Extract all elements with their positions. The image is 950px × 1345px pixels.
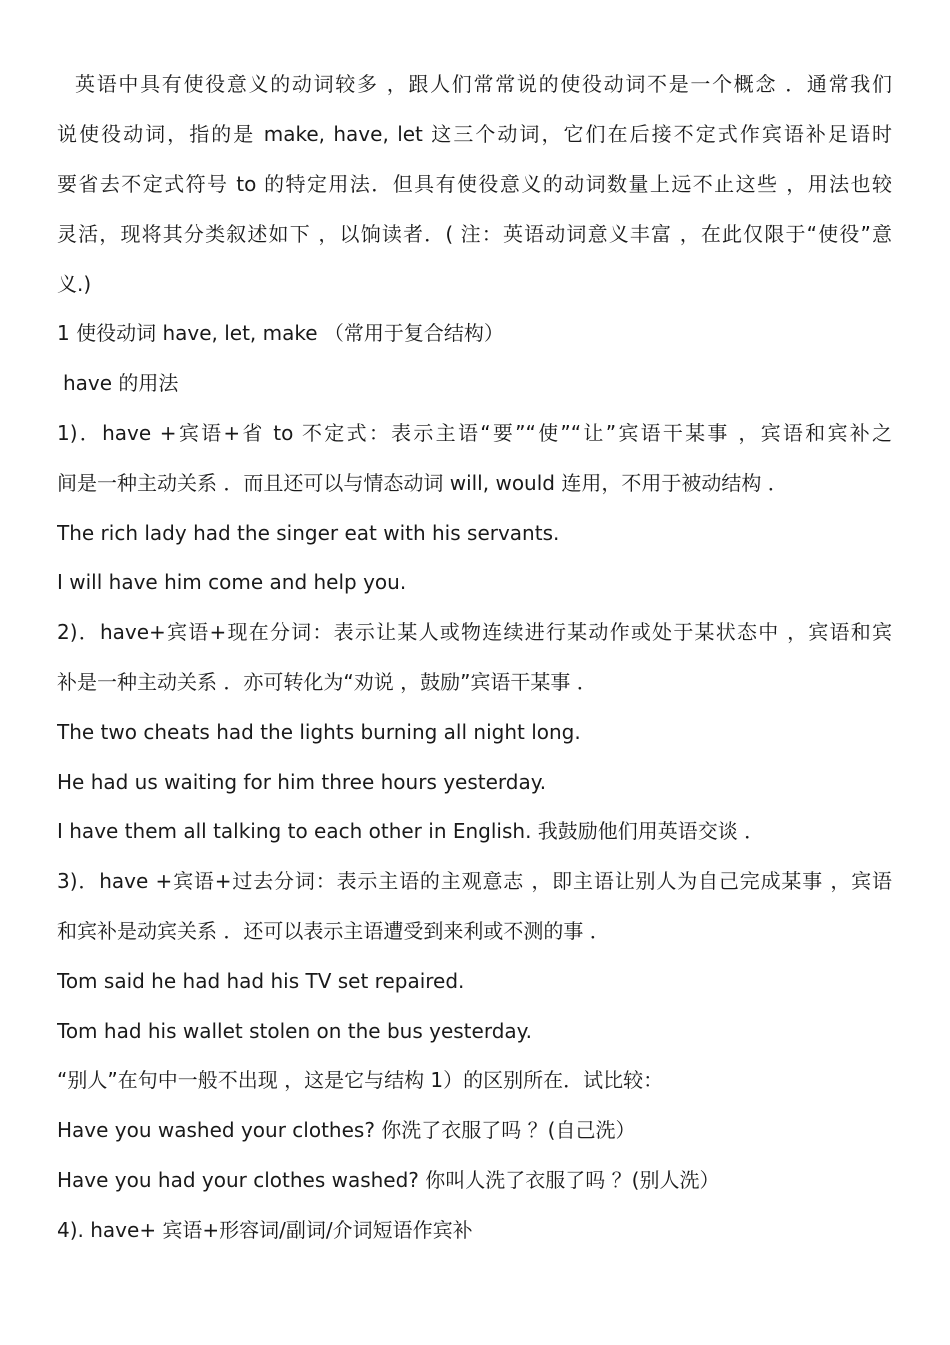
rule-line: 补是一种主动关系 ．亦可转化为“劝说 ，鼓励”宾语干某事 ． (57, 670, 597, 694)
example-sentence: Tom said he had had his TV set repaired. (57, 969, 465, 993)
paragraph-line: 说使役动词，指的是 make, have, let 这三个动词，它们在后接不定式作宾语补足语时 (57, 122, 892, 146)
comparison-note: “别人”在句中一般不出现 ，这是它与结构 1）的区别所在．试比较： (57, 1068, 664, 1092)
subsection-heading: have 的用法 (63, 371, 179, 395)
paragraph-line: 要省去不定式符号 to 的特定用法．但具有使役意义的动词数量上远不止这些 ，用法也较 (57, 172, 892, 196)
example-sentence: I will have him come and help you. (57, 570, 407, 594)
section-heading: 1 使役动词 have, let, make （常用于复合结构） (57, 321, 504, 345)
example-sentence: He had us waiting for him three hours yesterday. (57, 770, 547, 794)
example-sentence: Have you washed your clothes? 你洗了衣服了吗 ？(自己洗） (57, 1118, 636, 1142)
example-sentence: Have you had your clothes washed? 你叫人洗了衣服了吗 ？(别人洗） (57, 1168, 720, 1192)
example-sentence: The two cheats had the lights burning all night long. (57, 720, 581, 744)
example-sentence: Tom had his wallet stolen on the bus yesterday. (57, 1019, 532, 1043)
rule-line: 4). have+ 宾语+形容词/副词/介词短语作宾补 (57, 1218, 473, 1242)
rule-line: 3)．have +宾语+过去分词：表示主语的主观意志 ，即主语让别人为自己完成某事 ，宾语 (57, 869, 892, 893)
example-sentence: The rich lady had the singer eat with his servants. (57, 521, 560, 545)
rule-line: 间是一种主动关系 ．而且还可以与情态动词 will, would 连用，不用于被动结构 ． (57, 471, 788, 495)
rule-line: 和宾补是动宾关系 ．还可以表示主语遭受到来利或不测的事 ． (57, 919, 610, 943)
rule-line: 1)．have +宾语+省 to 不定式：表示主语“要”“使”“让”宾语干某事 ，宾语和宾补之 (57, 421, 892, 445)
paragraph-line: 英语中具有使役意义的动词较多 ，跟人们常常说的使役动词不是一个概念 ．通常我们 (75, 72, 892, 96)
paragraph-line: 灵活，现将其分类叙述如下 ，以饷读者．( 注：英语动词意义丰富 ，在此仅限于“使役”意 (57, 222, 892, 246)
example-sentence: I have them all talking to each other in English. 我鼓励他们用英语交谈 ． (57, 819, 765, 843)
rule-line: 2)．have+宾语+现在分词：表示让某人或物连续进行某动作或处于某状态中 ，宾语和宾 (57, 620, 892, 644)
paragraph-line: 义.) (57, 272, 92, 296)
